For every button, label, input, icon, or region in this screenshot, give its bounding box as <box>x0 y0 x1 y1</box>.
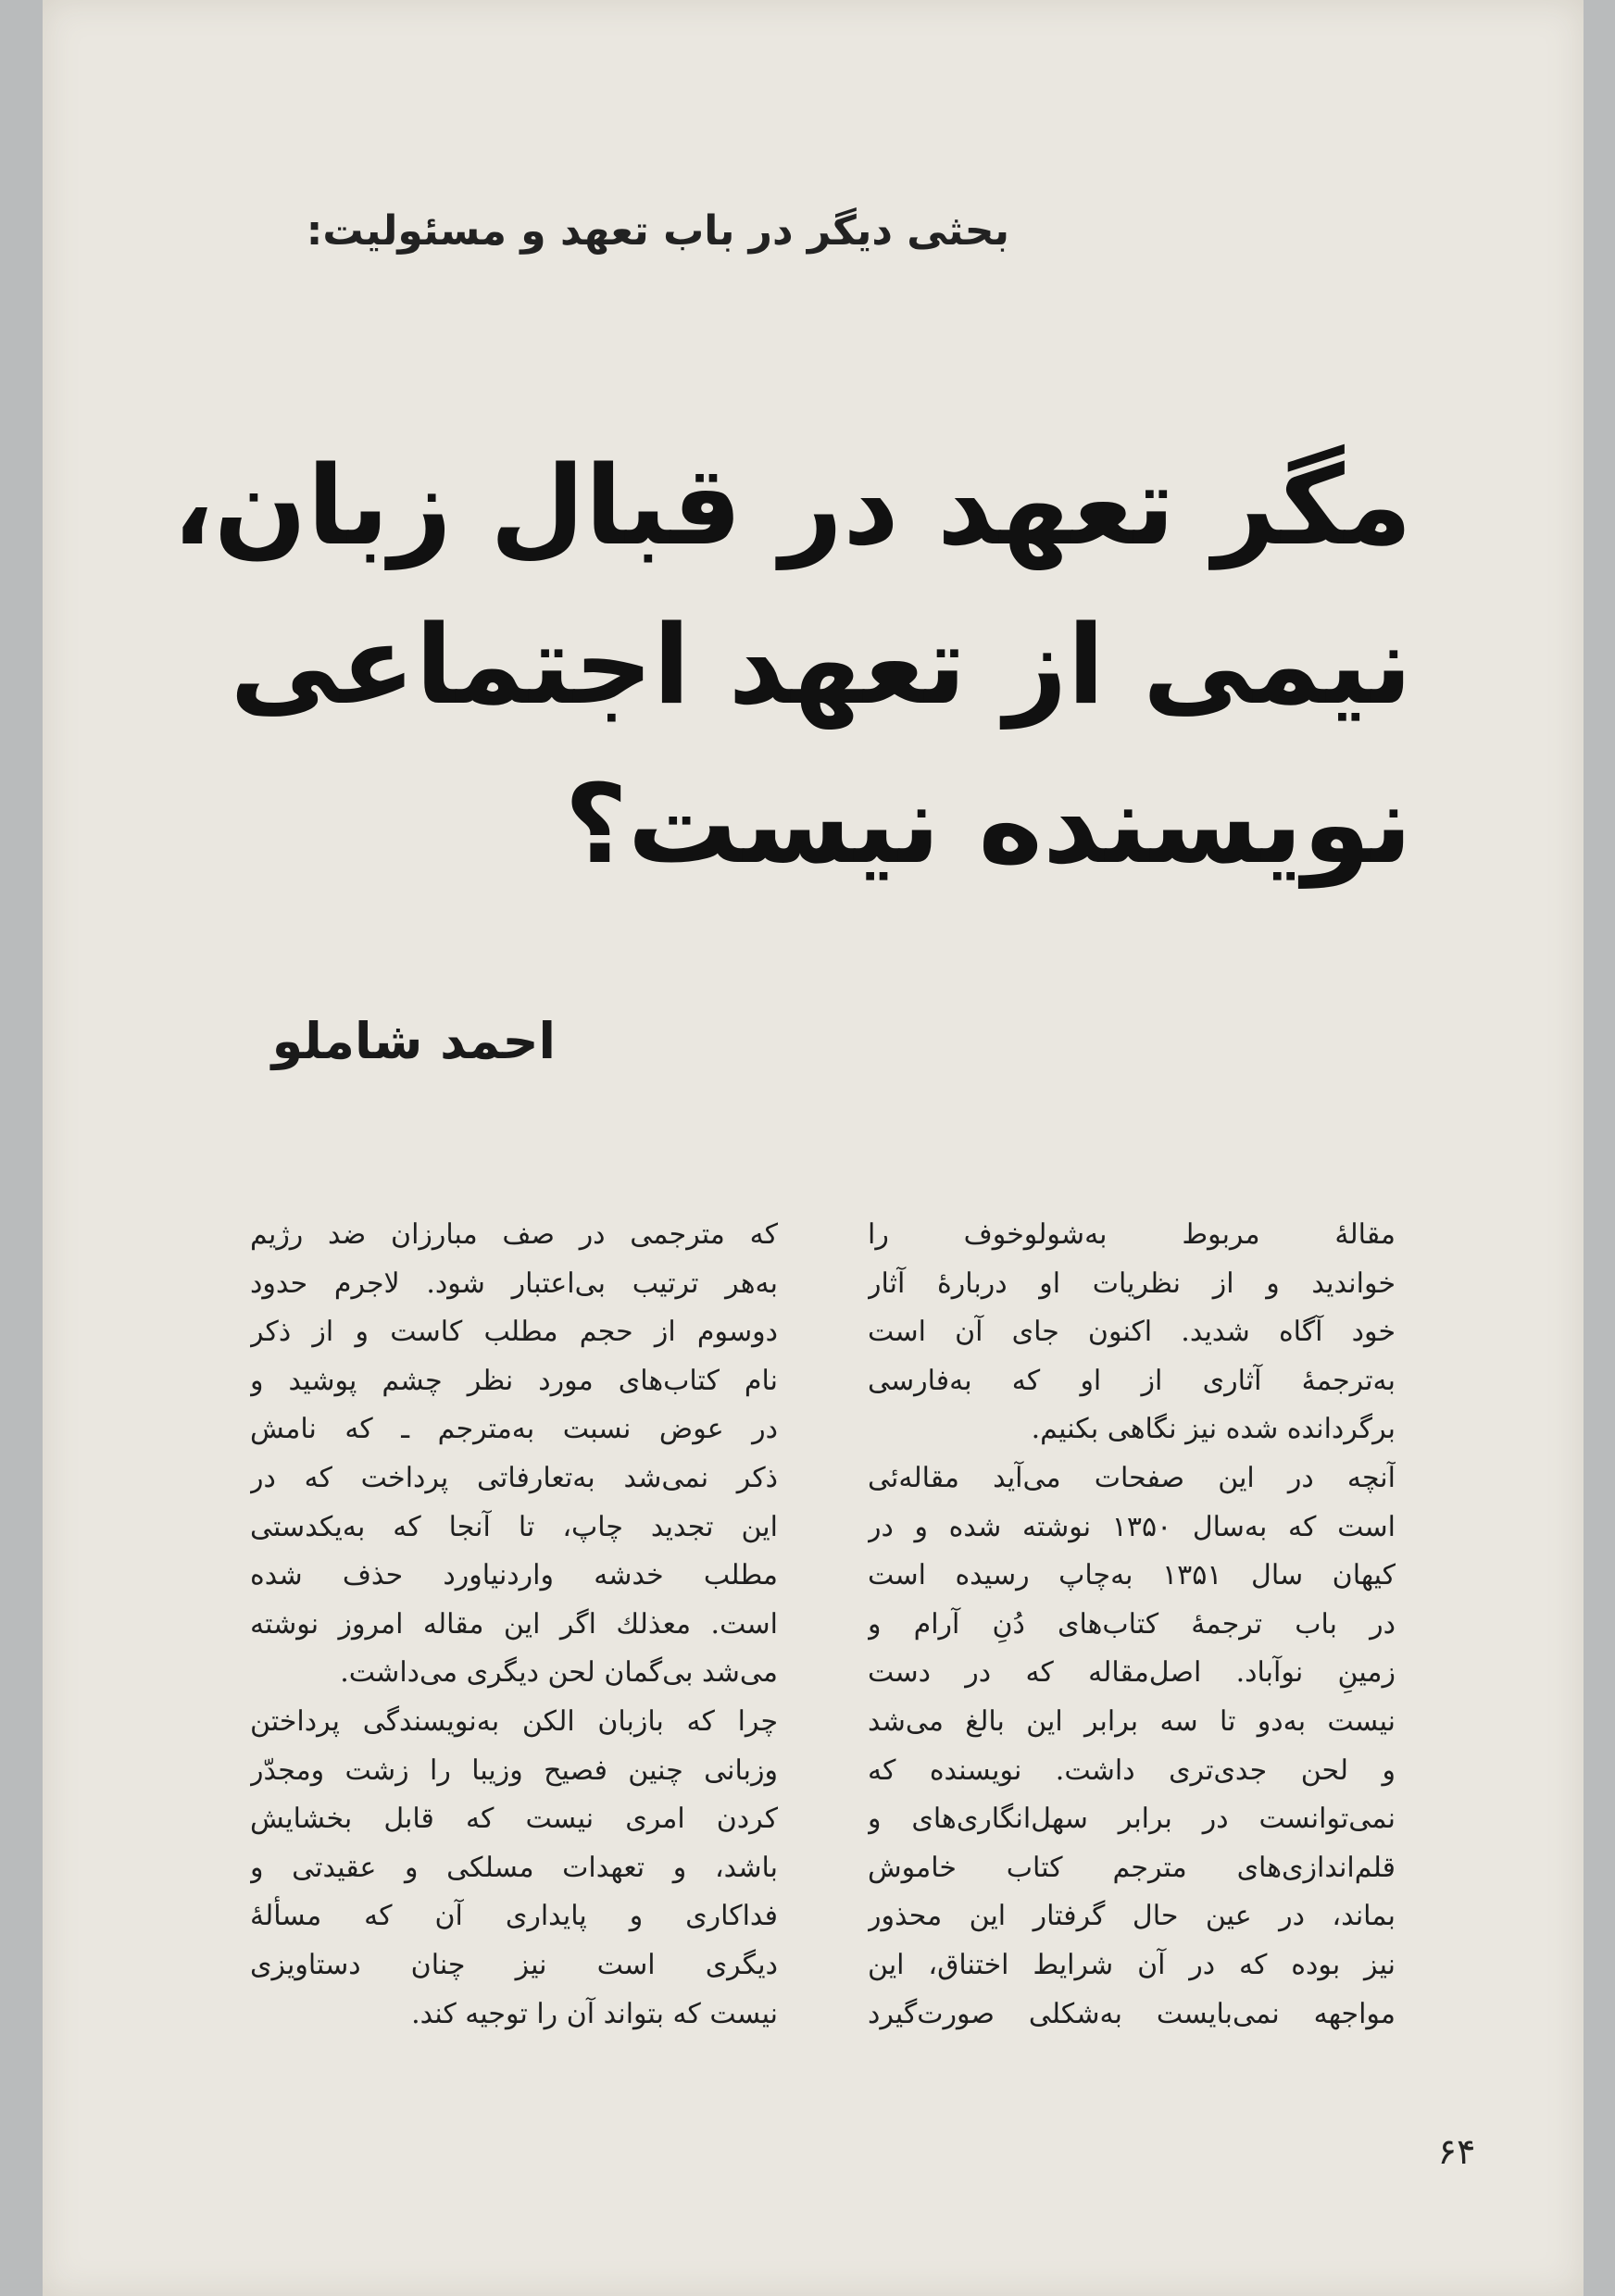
title-line-2: نیمی از تعهد اجتماعی <box>230 601 1412 729</box>
author-byline: احمد شاملو <box>271 1012 556 1070</box>
title-line-3: نویسنده نیست؟ <box>564 760 1412 888</box>
text-line: خود آگاه شدید. اکنون جای آن است <box>868 1316 1396 1349</box>
text-line: نیست که بتواند آن را توجیه کند. <box>411 1997 778 2030</box>
text-line: در عوض نسبت به‌مترجم ـ که نامش <box>250 1413 778 1446</box>
text-line: نیز بوده که در آن شرایط اختناق، این <box>868 1948 1396 1981</box>
text-line: بماند، در عین حال گرفتار این محذور <box>868 1900 1396 1933</box>
text-line: این تجدید چاپ، تا آنجا که به‌یکدستی <box>250 1510 778 1543</box>
title-line-1: مگر تعهد در قبال زبان، <box>171 442 1412 569</box>
text-line: مقالهٔ مربوط به‌شولوخوف را <box>868 1218 1396 1251</box>
page-number: ۶۴ <box>1437 2131 1476 2172</box>
article-title <box>171 426 1412 904</box>
text-line: به‌هر ترتیب بی‌اعتبار شود. لاجرم حدود <box>250 1267 778 1300</box>
text-line: برگردانده شده نیز نگاهی بکنیم. <box>1031 1413 1396 1446</box>
text-line: کیهان سال ۱۳۵۱ به‌چاپ رسیده است <box>868 1559 1396 1592</box>
text-line: نام کتاب‌های مورد نظر چشم پوشید و <box>250 1364 778 1397</box>
body-column-right <box>868 1211 1396 2039</box>
text-line: وزبانی چنین فصیح وزیبا را زشت ومجدّر <box>250 1753 778 1787</box>
text-line: می‌شد بی‌گمان لحن دیگری می‌داشت. <box>340 1656 778 1690</box>
text-line: و لحن جدی‌تری داشت. نویسنده که <box>868 1753 1396 1787</box>
text-line: ذکر نمی‌شد به‌تعارفاتی پرداخت که در <box>250 1461 778 1494</box>
text-line: خواندید و از نظریات او دربارهٔ آثار <box>868 1267 1396 1300</box>
text-line: دیگری است نیز چنان دستاویزی <box>250 1948 778 1981</box>
text-line: که مترجمی در صف مبارزان ضد رژیم <box>250 1218 778 1251</box>
text-line: چرا که بازبان الکن به‌نویسندگی پرداختن <box>250 1704 778 1738</box>
text-line: است که به‌سال ۱۳۵۰ نوشته شده و در <box>868 1510 1396 1543</box>
text-line: زمینِ نوآباد. اصل‌مقاله که در دست <box>868 1656 1396 1690</box>
kicker-heading: بحثی دیگر در باب تعهد و مسئولیت: <box>306 207 1009 255</box>
text-line: فداکاری و پایداری آن که مسألهٔ <box>250 1900 778 1933</box>
magazine-page <box>43 0 1584 2296</box>
text-line: کردن امری نیست که قابل بخشایش <box>250 1803 778 1836</box>
body-column-left <box>250 1211 778 2039</box>
text-line: مطلب خدشه واردنیاورد حذف شده <box>250 1559 778 1592</box>
text-line: به‌ترجمهٔ آثاری از او که به‌فارسی <box>868 1364 1396 1397</box>
text-line: قلم‌اندازی‌های مترجم کتاب خاموش <box>868 1851 1396 1884</box>
text-line: باشد، و تعهدات مسلکی و عقیدتی و <box>250 1851 778 1884</box>
text-line: نیست به‌دو تا سه برابر این بالغ می‌شد <box>868 1704 1396 1738</box>
text-line: نمی‌توانست در برابر سهل‌انگاری‌های و <box>868 1803 1396 1836</box>
text-line: دوسوم از حجم مطلب کاست و از ذکر <box>250 1316 778 1349</box>
text-line: در باب ترجمهٔ کتاب‌های دُنِ آرام و <box>868 1607 1396 1641</box>
text-line: آنچه در این صفحات می‌آید مقاله‌ئی <box>868 1461 1396 1494</box>
text-line: است. معذلك اگر این مقاله امروز نوشته <box>250 1607 778 1641</box>
text-line: مواجهه نمی‌بایست به‌شکلی صورت‌گیرد <box>868 1997 1396 2030</box>
